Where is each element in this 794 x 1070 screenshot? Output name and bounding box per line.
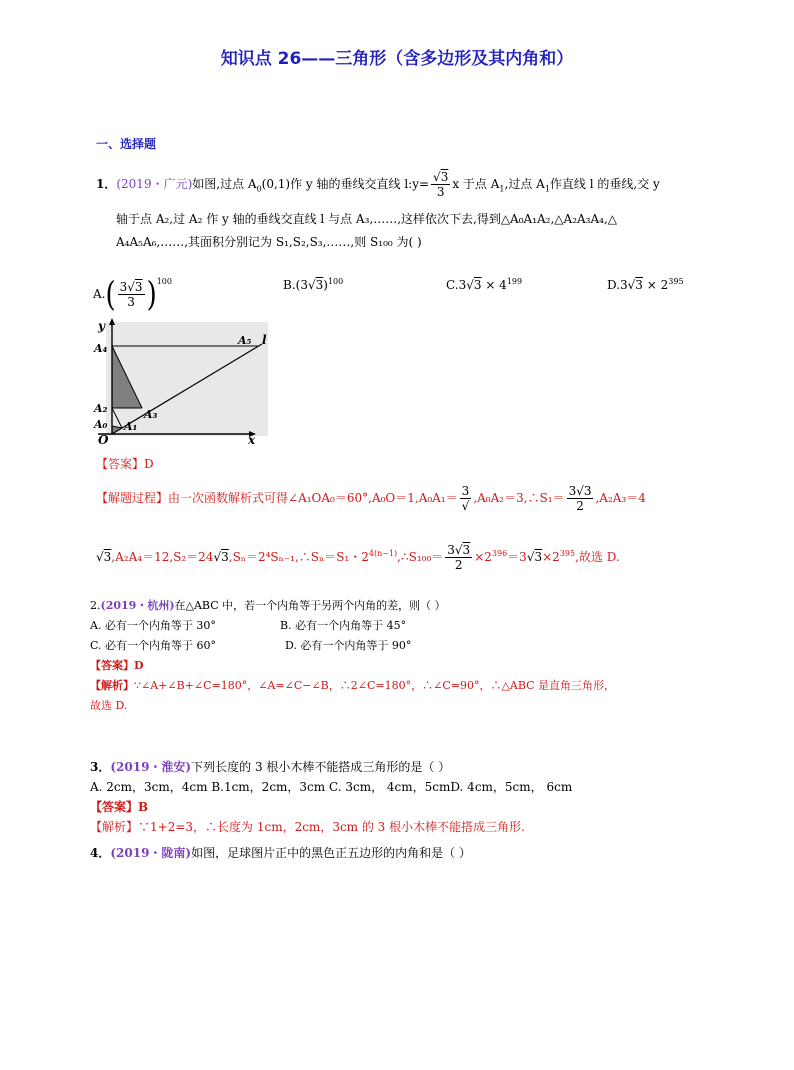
q1-option-a: A.( $\frac{3√3}{3}$ )$^{100}$ <box>93 275 172 314</box>
q1-text-b: (0,1)作 y 轴的垂线交直线 l:y= <box>261 177 430 191</box>
q1-option-d: $D.3√3 \times 2^{395}$ <box>607 277 684 292</box>
section-heading: 一、选择题 <box>96 137 157 151</box>
q4-stem: 4．(2019・陇南)如图，足球图片正中的黑色正五边形的内角和是（ ） <box>90 846 471 860</box>
label-origin: O <box>98 433 109 446</box>
q1-solution-line2: √3,A₂A₄＝12,S₂＝24√3,Sₙ＝2⁴Sₙ₋₁,∴Sₙ＝S₁・$2^{4(n-1)},\therefore S_{100}=$ $\frac{3√3}{2}$ $\times 2^{396}=3√3\times 2^{395}$,故选 D. <box>96 543 620 572</box>
q2-option-a: A. 必有一个内角等于 30° <box>90 619 216 632</box>
q1-fraction-sqrt3-over-3: $\frac{√3}{3}$ <box>433 170 449 199</box>
q1-text-d: ,过点 A <box>504 177 545 191</box>
label-x: x <box>248 433 256 446</box>
label-a2: A₂ <box>94 402 108 415</box>
q3-stem: 3．(2019・淮安)下列长度的 3 根小木棒不能搭成三角形的是（ ） <box>90 760 451 774</box>
q2-option-d: D. 必有一个内角等于 90° <box>285 639 412 652</box>
q2-stem: 2.(2019・杭州)在△ABC 中，若一个内角等于另两个内角的差，则（ ） <box>90 599 446 612</box>
y-axis-arrow-icon <box>109 318 115 325</box>
q2-option-b: B. 必有一个内角等于 45° <box>280 619 407 632</box>
q1-solution-line1: 【解题过程】由一次函数解析式可得∠A₁OA₀＝60°,A₀O＝1,A₀A₁＝ $\frac{3}{√}$ ,A₀A₂＝3,∴S₁＝ $\frac{3√3}{2}$ ,A₂A₃＝4 <box>96 484 646 513</box>
label-a4: A₄ <box>94 342 108 355</box>
label-a5: A₅ <box>238 334 252 347</box>
page-title: 知识点 26——三角形（含多边形及其内角和） <box>220 49 574 69</box>
q3-answer: 【答案】B <box>90 800 149 814</box>
label-l: l <box>262 333 267 347</box>
q1-text-e: 作直线 l 的垂线,交 y <box>549 177 660 191</box>
q1-option-b: $B.(3√3)^{100}$ <box>283 277 344 292</box>
label-a1: A₁ <box>124 420 138 433</box>
q1-number: 1． <box>96 177 117 191</box>
q2-option-c: C. 必有一个内角等于 60° <box>90 639 217 652</box>
q1-line2: 轴于点 A₂,过 A₂ 作 y 轴的垂线交直线 l 与点 A₃,……,这样依次下去,得到△A₀A₁A₂,△A₂A₃A₄,△ <box>116 212 617 226</box>
q1-line1: 1．(2019・广元)如图,过点 $A_0(0,1)$作 y 轴的垂线交直线 l:y= $\frac{√3}{3}$ x 于点 $A_1$,过点 $A_1$作直线 l 的垂线,交 y <box>96 170 660 199</box>
q2-answer: 【答案】D <box>90 659 144 672</box>
label-y: y <box>98 319 105 333</box>
label-a3: A₃ <box>144 408 158 421</box>
q1-line3: A₄A₅A₆,……,其面积分别记为 S₁,S₂,S₃,……,则 S₁₀₀ 为( ) <box>116 235 422 249</box>
q2-explanation-line1: 【解析】∵∠A+∠B+∠C=180°，∠A=∠C−∠B，∴2∠C=180°，∴∠C=90°，∴△ABC 是直角三角形， <box>90 679 616 692</box>
q1-source: (2019・广元) <box>116 177 193 191</box>
q1-figure <box>90 316 272 446</box>
q2-explanation-line2: 故选 D. <box>90 699 128 712</box>
q1-answer: 【答案】D <box>96 457 154 471</box>
label-a0: A₀ <box>94 418 108 431</box>
q3-explanation: 【解析】∵1+2=3，∴长度为 1cm，2cm，3cm 的 3 根小木棒不能搭成三角形. <box>90 820 525 834</box>
q3-options: A. 2cm，3cm，4cm B.1cm，2cm，3cm C. 3cm， 4cm，5cmD. 4cm，5cm， 6cm <box>90 780 573 794</box>
q1-text-a: 如图,过点 A <box>192 177 257 191</box>
q1-text-c: x 于点 A <box>452 177 500 191</box>
q1-option-c: $C.3√3 \times 4^{199}$ <box>446 277 523 292</box>
